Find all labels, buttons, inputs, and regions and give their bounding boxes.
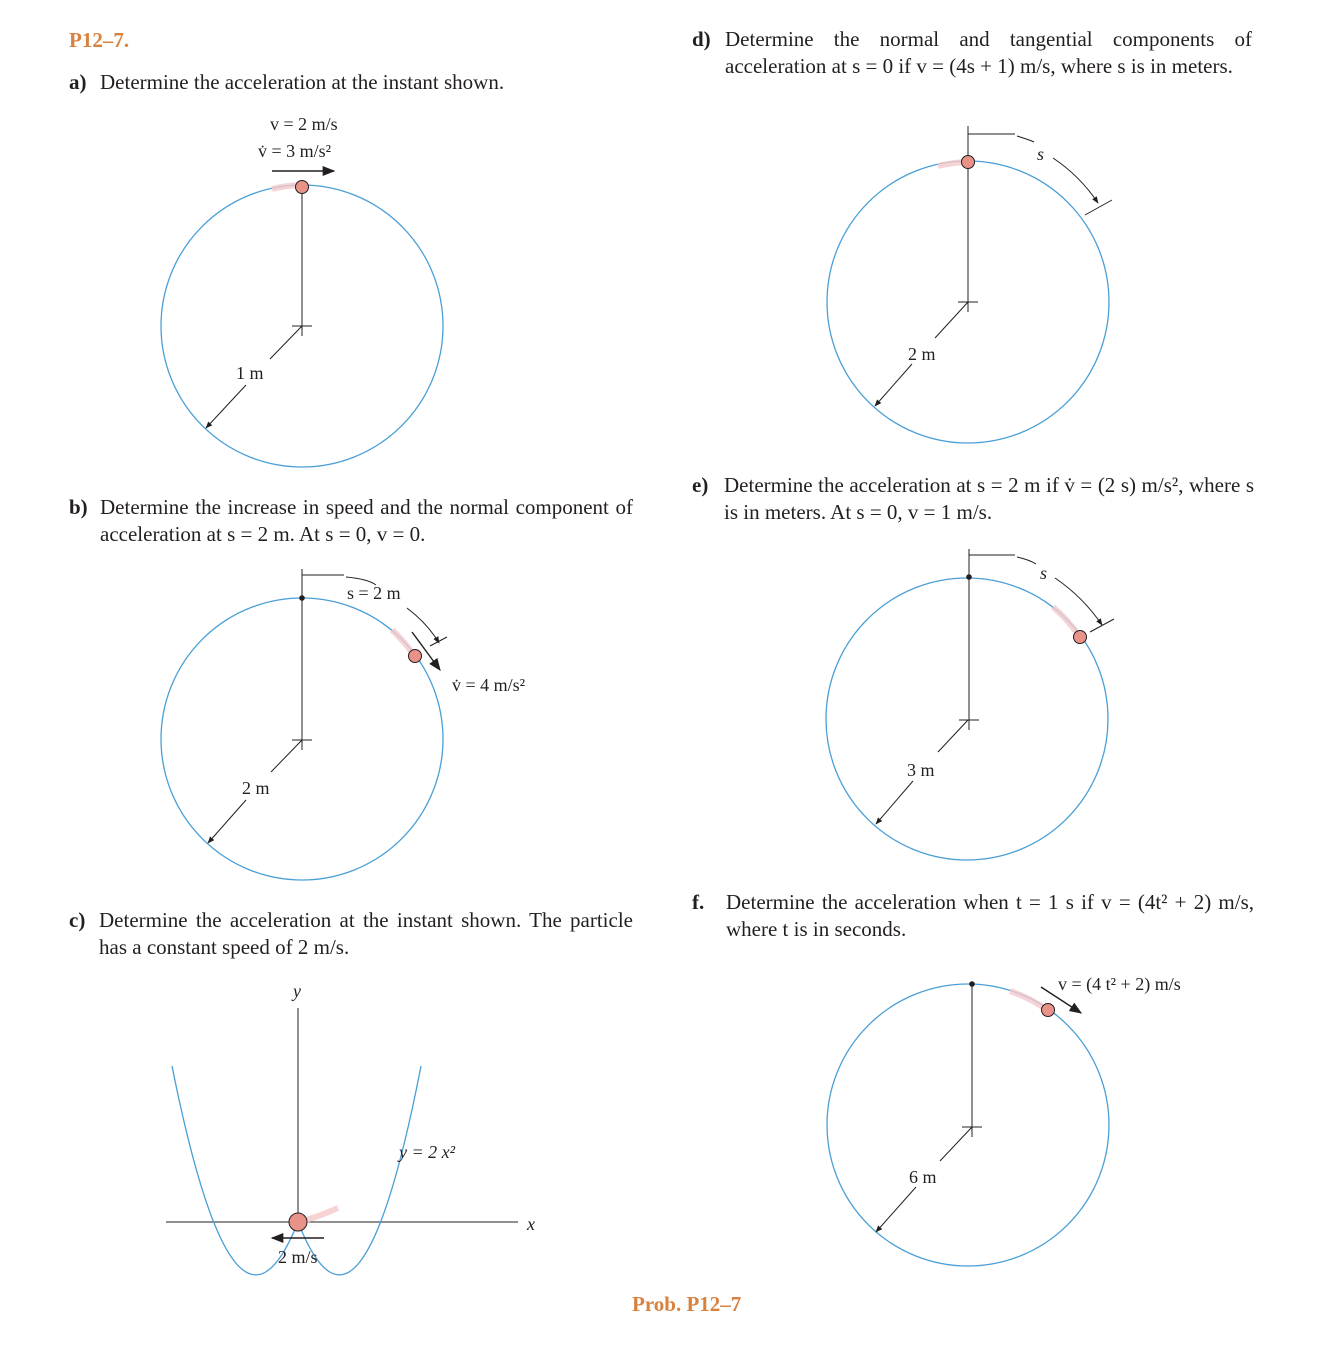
- figure-d: [827, 126, 1112, 443]
- problem-f-text: Determine the acceleration when t = 1 s if v = (4t² + 2) m/s, where t is in seconds.: [726, 890, 1254, 941]
- radius-dim-d: [935, 302, 968, 338]
- problem-f-label: f.: [692, 890, 705, 914]
- speed-label-c: 2 m/s: [278, 1247, 318, 1267]
- problem-a-label: a): [69, 70, 87, 94]
- circular-path-f: [827, 984, 1109, 1266]
- problem-a-text: Determine the acceleration at the instant shown.: [100, 70, 505, 94]
- radius-label-d: 2 m: [908, 344, 936, 364]
- particle-a: [296, 181, 309, 194]
- arc-dim-e: [1017, 557, 1036, 564]
- radius-dim-e: [938, 720, 968, 752]
- radius-dim-b: [271, 740, 302, 772]
- parabola-c: [172, 1066, 421, 1275]
- motion-trail-f: [1010, 991, 1047, 1010]
- motion-trail-b: [392, 630, 413, 654]
- particle-b: [409, 650, 422, 663]
- motion-trail-e: [1053, 607, 1079, 636]
- end-tick-b: [430, 637, 447, 646]
- particle-c: [289, 1213, 307, 1231]
- arc-dim-d: [1017, 136, 1034, 142]
- figure-f: [827, 974, 1181, 1266]
- problem-b-label: b): [69, 495, 88, 519]
- radius-label-b: 2 m: [242, 778, 270, 798]
- radius-arrow-f: [876, 1187, 916, 1232]
- vdot-label-b: v̇ = 4 m/s²: [452, 675, 526, 695]
- particle-d: [962, 156, 975, 169]
- velocity-label-a: v = 2 m/s: [270, 114, 338, 134]
- problem-c-label: c): [69, 908, 86, 932]
- vdot-label-a: v̇ = 3 m/s²: [258, 141, 332, 161]
- figure-e: [826, 549, 1114, 860]
- radius-label-f: 6 m: [909, 1167, 937, 1187]
- particle-e: [1074, 631, 1087, 644]
- radius-arrow-a: [206, 385, 246, 428]
- origin-point-e: [966, 574, 972, 580]
- problem-d-label: d): [692, 27, 711, 51]
- radius-label-a: 1 m: [236, 363, 264, 383]
- figure-a: [161, 114, 443, 467]
- radius-arrow-b: [208, 800, 246, 843]
- problem-c-text: Determine the acceleration at the instant shown. The particle has a constant speed of 2 m/s.: [99, 908, 633, 959]
- figure-b: [161, 569, 525, 880]
- problem-b-text: Determine the increase in speed and the normal component of acceleration at s = 2 m. At s = 0, v = 0.: [100, 495, 633, 546]
- s-label-d: s: [1037, 144, 1045, 164]
- problem-d-text: Determine the normal and tangential components of acceleration at s = 0 if v = (4s + 1) m/s, where s is in meters.: [725, 27, 1252, 78]
- origin-point-f: [969, 981, 975, 987]
- radius-arrow-d: [875, 364, 912, 406]
- figure-caption: Prob. P12–7: [632, 1292, 742, 1316]
- radius-label-e: 3 m: [907, 760, 935, 780]
- velocity-label-f: v = (4 t² + 2) m/s: [1058, 974, 1181, 994]
- radius-arrow-e: [876, 781, 913, 824]
- origin-point-b: [299, 595, 305, 601]
- problem-e-text: Determine the acceleration at s = 2 m if v̇ = (2 s) m/s², where s is in meters. At s = 0, v = 1 m/s.: [724, 473, 1254, 524]
- problem-id: P12–7.: [69, 28, 130, 52]
- s-label-e: s: [1040, 563, 1048, 583]
- y-axis-label-c: y: [293, 981, 301, 1001]
- radius-dim-a: [270, 326, 302, 359]
- x-axis-label-c: x: [527, 1214, 535, 1234]
- radius-dim-f: [940, 1127, 972, 1161]
- arc-dim-arrow-d: [1053, 158, 1098, 203]
- problem-e-label: e): [692, 473, 709, 497]
- end-tick-e: [1090, 619, 1114, 632]
- curve-label-c: y = 2 x²: [399, 1142, 456, 1162]
- figure-c: [166, 981, 535, 1275]
- end-tick-d: [1085, 200, 1112, 215]
- particle-f: [1042, 1004, 1055, 1017]
- s-label-b: s = 2 m: [347, 583, 401, 603]
- arc-dim-arrow-b: [407, 608, 439, 643]
